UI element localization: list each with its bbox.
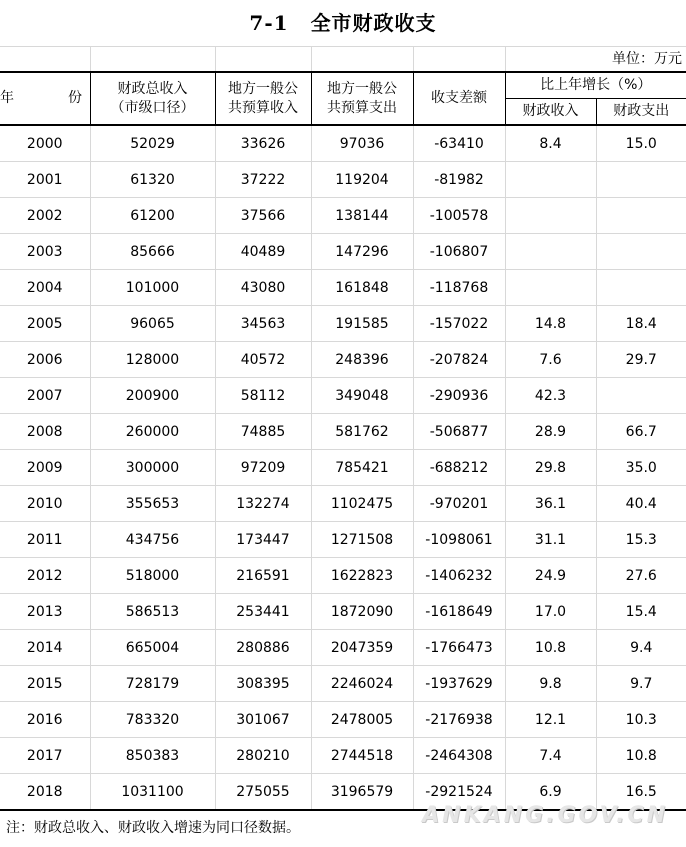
cell-local-revenue: 173447 [215, 522, 311, 558]
cell-balance: -100578 [413, 198, 505, 234]
cell-total-revenue: 850383 [90, 738, 215, 774]
header-growth-expenditure: 财政支出 [596, 99, 686, 126]
cell-growth-expenditure: 15.0 [596, 125, 686, 162]
cell-growth-expenditure: 10.8 [596, 738, 686, 774]
cell-local-revenue: 37566 [215, 198, 311, 234]
cell-growth-expenditure: 15.4 [596, 594, 686, 630]
table-row [0, 414, 686, 450]
cell-local-expenditure: 2478005 [311, 702, 413, 738]
cell-growth-expenditure: 16.5 [596, 774, 686, 811]
cell-local-expenditure: 581762 [311, 414, 413, 450]
cell-growth-revenue: 6.9 [505, 774, 596, 811]
watermark-logo: ANKANG.GOV.CN [422, 803, 668, 828]
cell-total-revenue: 728179 [90, 666, 215, 702]
cell-year: 2011 [0, 522, 90, 558]
cell-growth-revenue: 29.8 [505, 450, 596, 486]
header-year: 年 份 [0, 72, 90, 125]
cell-year: 2013 [0, 594, 90, 630]
cell-balance: -688212 [413, 450, 505, 486]
header-growth-revenue: 财政收入 [505, 99, 596, 126]
cell-year: 2002 [0, 198, 90, 234]
cell-year: 2017 [0, 738, 90, 774]
cell-balance: -1618649 [413, 594, 505, 630]
cell-balance: -81982 [413, 162, 505, 198]
cell-total-revenue: 101000 [90, 270, 215, 306]
cell-balance: -118768 [413, 270, 505, 306]
cell-year: 2004 [0, 270, 90, 306]
table-row [0, 198, 686, 234]
cell-growth-revenue [505, 234, 596, 270]
table-row [0, 630, 686, 666]
table-row [0, 486, 686, 522]
cell-growth-revenue: 36.1 [505, 486, 596, 522]
cell-local-revenue: 34563 [215, 306, 311, 342]
unit-row-divider [90, 47, 91, 71]
cell-local-expenditure: 119204 [311, 162, 413, 198]
cell-year: 2012 [0, 558, 90, 594]
unit-row-divider [311, 47, 312, 71]
cell-balance: -2464308 [413, 738, 505, 774]
cell-growth-expenditure [596, 378, 686, 414]
cell-total-revenue: 61200 [90, 198, 215, 234]
cell-growth-revenue [505, 162, 596, 198]
cell-growth-revenue: 28.9 [505, 414, 596, 450]
cell-growth-revenue: 14.8 [505, 306, 596, 342]
cell-local-revenue: 216591 [215, 558, 311, 594]
cell-year: 2003 [0, 234, 90, 270]
table-row [0, 342, 686, 378]
cell-growth-revenue: 7.4 [505, 738, 596, 774]
cell-growth-revenue: 7.6 [505, 342, 596, 378]
cell-balance: -290936 [413, 378, 505, 414]
cell-local-expenditure: 349048 [311, 378, 413, 414]
table-row [0, 702, 686, 738]
cell-balance: -207824 [413, 342, 505, 378]
cell-year: 2007 [0, 378, 90, 414]
table-row [0, 666, 686, 702]
unit-row-divider [505, 47, 506, 71]
cell-local-revenue: 275055 [215, 774, 311, 811]
header-local-revenue: 地方一般公 共预算收入 [215, 72, 311, 125]
cell-total-revenue: 300000 [90, 450, 215, 486]
table-row [0, 738, 686, 774]
cell-balance: -157022 [413, 306, 505, 342]
cell-growth-expenditure [596, 234, 686, 270]
cell-total-revenue: 200900 [90, 378, 215, 414]
cell-growth-revenue: 42.3 [505, 378, 596, 414]
page-title [0, 0, 686, 46]
cell-local-expenditure: 1622823 [311, 558, 413, 594]
cell-local-expenditure: 785421 [311, 450, 413, 486]
cell-growth-expenditure [596, 162, 686, 198]
cell-year: 2005 [0, 306, 90, 342]
table-header [0, 72, 686, 125]
cell-local-expenditure: 3196579 [311, 774, 413, 811]
cell-balance: -63410 [413, 125, 505, 162]
cell-local-expenditure: 1102475 [311, 486, 413, 522]
cell-balance: -1766473 [413, 630, 505, 666]
cell-total-revenue: 665004 [90, 630, 215, 666]
cell-total-revenue: 96065 [90, 306, 215, 342]
table-row [0, 522, 686, 558]
cell-local-revenue: 308395 [215, 666, 311, 702]
cell-local-revenue: 132274 [215, 486, 311, 522]
footnote: 注：财政总收入、财政收入增速为同口径数据。 [6, 820, 300, 836]
cell-year: 2018 [0, 774, 90, 811]
header-local-expenditure: 地方一般公 共预算支出 [311, 72, 413, 125]
cell-growth-expenditure: 40.4 [596, 486, 686, 522]
cell-total-revenue: 128000 [90, 342, 215, 378]
cell-local-revenue: 280886 [215, 630, 311, 666]
cell-total-revenue: 434756 [90, 522, 215, 558]
cell-growth-expenditure [596, 270, 686, 306]
table-row [0, 558, 686, 594]
cell-balance: -1098061 [413, 522, 505, 558]
cell-growth-expenditure [596, 198, 686, 234]
cell-year: 2016 [0, 702, 90, 738]
table-body [0, 125, 686, 810]
cell-year: 2001 [0, 162, 90, 198]
cell-local-expenditure: 2047359 [311, 630, 413, 666]
cell-growth-expenditure: 66.7 [596, 414, 686, 450]
cell-growth-expenditure: 9.4 [596, 630, 686, 666]
unit-label: 单位：万元 [612, 51, 682, 67]
cell-local-revenue: 40572 [215, 342, 311, 378]
cell-total-revenue: 783320 [90, 702, 215, 738]
cell-balance: -970201 [413, 486, 505, 522]
table-number: 7-1 [249, 11, 289, 35]
cell-local-expenditure: 1271508 [311, 522, 413, 558]
header-growth-group: 比上年增长（%） [505, 72, 686, 99]
cell-total-revenue: 1031100 [90, 774, 215, 811]
cell-growth-expenditure: 29.7 [596, 342, 686, 378]
cell-local-expenditure: 2744518 [311, 738, 413, 774]
unit-row [0, 46, 686, 71]
table-row [0, 450, 686, 486]
cell-growth-expenditure: 35.0 [596, 450, 686, 486]
cell-growth-revenue: 9.8 [505, 666, 596, 702]
cell-year: 2009 [0, 450, 90, 486]
cell-local-expenditure: 191585 [311, 306, 413, 342]
cell-year: 2000 [0, 125, 90, 162]
cell-balance: -106807 [413, 234, 505, 270]
cell-total-revenue: 85666 [90, 234, 215, 270]
cell-growth-expenditure: 27.6 [596, 558, 686, 594]
cell-total-revenue: 355653 [90, 486, 215, 522]
cell-balance: -2921524 [413, 774, 505, 811]
cell-growth-revenue: 17.0 [505, 594, 596, 630]
header-total-revenue: 财政总收入 （市级口径） [90, 72, 215, 125]
finance-table [0, 71, 686, 811]
cell-total-revenue: 586513 [90, 594, 215, 630]
cell-year: 2010 [0, 486, 90, 522]
table-row [0, 125, 686, 162]
unit-row-divider [215, 47, 216, 71]
cell-growth-revenue [505, 198, 596, 234]
cell-growth-expenditure: 10.3 [596, 702, 686, 738]
cell-growth-revenue: 24.9 [505, 558, 596, 594]
cell-year: 2006 [0, 342, 90, 378]
table-row [0, 378, 686, 414]
table-row [0, 162, 686, 198]
table-row [0, 270, 686, 306]
cell-year: 2014 [0, 630, 90, 666]
cell-growth-expenditure: 18.4 [596, 306, 686, 342]
cell-local-expenditure: 248396 [311, 342, 413, 378]
cell-local-revenue: 40489 [215, 234, 311, 270]
cell-local-revenue: 253441 [215, 594, 311, 630]
cell-growth-expenditure: 15.3 [596, 522, 686, 558]
table-row [0, 306, 686, 342]
header-balance: 收支差额 [413, 72, 505, 125]
cell-local-revenue: 74885 [215, 414, 311, 450]
cell-balance: -2176938 [413, 702, 505, 738]
cell-local-revenue: 58112 [215, 378, 311, 414]
table-row [0, 594, 686, 630]
unit-row-divider [413, 47, 414, 71]
cell-growth-expenditure: 9.7 [596, 666, 686, 702]
cell-local-expenditure: 2246024 [311, 666, 413, 702]
cell-local-revenue: 97209 [215, 450, 311, 486]
cell-balance: -506877 [413, 414, 505, 450]
cell-growth-revenue: 31.1 [505, 522, 596, 558]
cell-year: 2015 [0, 666, 90, 702]
cell-local-revenue: 280210 [215, 738, 311, 774]
cell-growth-revenue: 10.8 [505, 630, 596, 666]
cell-local-expenditure: 138144 [311, 198, 413, 234]
cell-balance: -1937629 [413, 666, 505, 702]
cell-local-revenue: 33626 [215, 125, 311, 162]
cell-local-revenue: 43080 [215, 270, 311, 306]
cell-local-revenue: 301067 [215, 702, 311, 738]
cell-balance: -1406232 [413, 558, 505, 594]
cell-local-expenditure: 97036 [311, 125, 413, 162]
cell-growth-revenue: 12.1 [505, 702, 596, 738]
cell-growth-revenue: 8.4 [505, 125, 596, 162]
cell-total-revenue: 52029 [90, 125, 215, 162]
cell-year: 2008 [0, 414, 90, 450]
cell-local-expenditure: 161848 [311, 270, 413, 306]
cell-total-revenue: 260000 [90, 414, 215, 450]
cell-total-revenue: 61320 [90, 162, 215, 198]
cell-local-revenue: 37222 [215, 162, 311, 198]
table-row [0, 234, 686, 270]
cell-total-revenue: 518000 [90, 558, 215, 594]
cell-local-expenditure: 1872090 [311, 594, 413, 630]
table-title: 全市财政收支 [310, 11, 437, 35]
cell-local-expenditure: 147296 [311, 234, 413, 270]
cell-growth-revenue [505, 270, 596, 306]
